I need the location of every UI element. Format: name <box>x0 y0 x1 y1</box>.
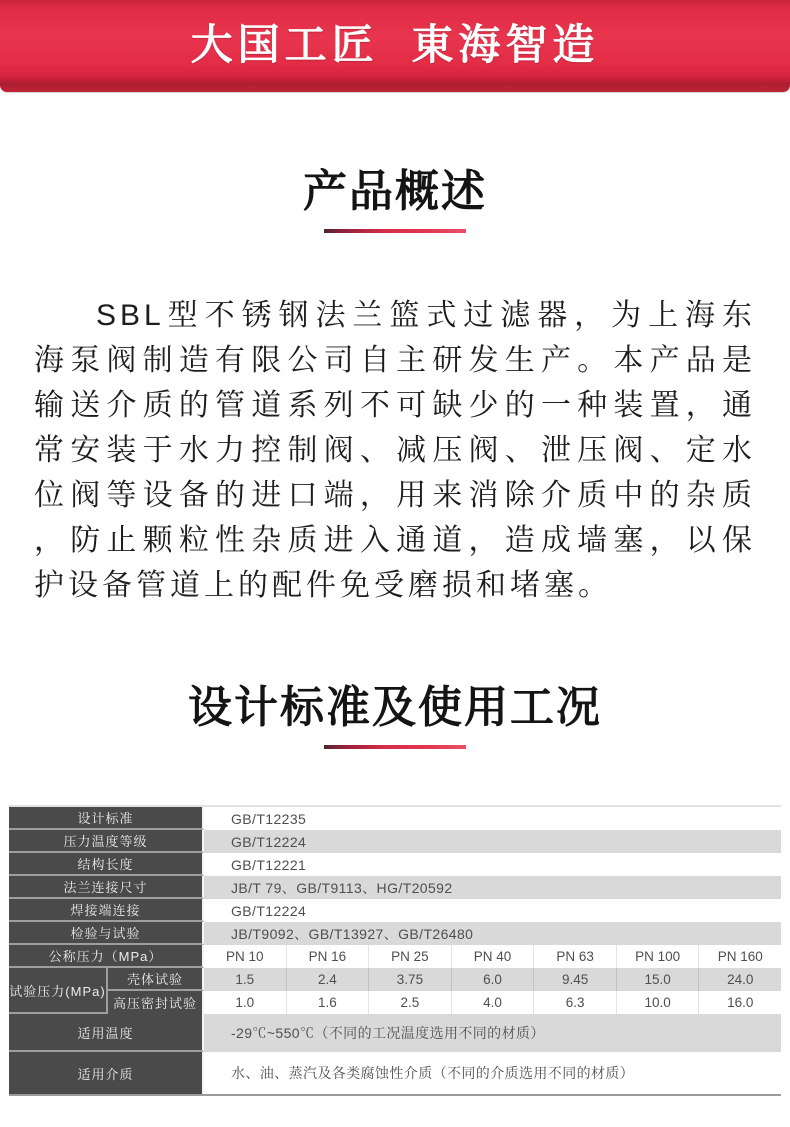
pn-header-cell: PN 16 <box>286 945 369 968</box>
value-cell: 1.6 <box>286 991 369 1014</box>
banner-title: 大国工匠 東海智造 <box>190 21 600 68</box>
row-sublabel: 壳体试验 <box>106 968 204 991</box>
pn-header-cell: PN 40 <box>451 945 534 968</box>
row-label: 设计标准 <box>9 807 204 830</box>
table-row-design-standard <box>9 807 781 830</box>
row-label: 法兰连接尺寸 <box>9 876 204 899</box>
row-sublabel: 高压密封试验 <box>106 991 204 1014</box>
value-cell: 1.5 <box>235 972 255 987</box>
seal-test-values <box>204 991 781 1014</box>
spec-table <box>9 805 781 1096</box>
row-label: 结构长度 <box>9 853 204 876</box>
table-row-structure-length <box>9 853 781 876</box>
value-cell: 10.0 <box>616 991 699 1014</box>
row-value: GB/T12224 <box>231 902 307 919</box>
table-row-shell-test <box>106 968 781 991</box>
table-row-nominal-pressure <box>9 945 781 968</box>
specs-heading: 设计标准及使用工况 <box>188 683 602 732</box>
row-value: -29℃~550℃（不同的工况温度选用不同的材质） <box>231 1025 545 1041</box>
overview-heading: 产品概述 <box>303 167 487 216</box>
row-value: GB/T12235 <box>231 810 307 827</box>
value-cell: 24.0 <box>698 968 781 991</box>
paragraph-line: 护设备管道上的配件免受磨损和堵塞。 <box>34 569 612 602</box>
paragraph-line: ，防止颗粒性杂质进入通道，造成墙塞，以保 <box>34 524 756 557</box>
table-row-applicable-temperature <box>9 1014 781 1052</box>
table-row-pressure-temp-rating <box>9 830 781 853</box>
row-label: 适用介质 <box>9 1052 204 1094</box>
pn-header-cell: PN 10 <box>226 949 264 964</box>
table-row-applicable-media <box>9 1052 781 1094</box>
value-cell: 3.75 <box>368 968 451 991</box>
pn-header-cell: PN 100 <box>616 945 699 968</box>
row-value: 水、油、蒸汽及各类腐蚀性介质（不同的介质选用不同的材质） <box>231 1065 635 1081</box>
paragraph-line: SBL型不锈钢法兰篮式过滤器，为上海东 <box>96 299 756 332</box>
row-value: GB/T12221 <box>231 856 307 873</box>
shell-test-values <box>204 968 781 991</box>
value-cell: 16.0 <box>698 991 781 1014</box>
row-value: JB/T9092、GB/T13927、GB/T26480 <box>231 925 474 942</box>
table-row-inspection-test <box>9 922 781 945</box>
pn-header-cell: PN 63 <box>533 945 616 968</box>
pn-header-cell: PN 160 <box>698 945 781 968</box>
overview-paragraph <box>34 293 756 608</box>
pn-header-grid <box>204 945 781 968</box>
row-label: 适用温度 <box>9 1014 204 1052</box>
value-cell: 2.5 <box>368 991 451 1014</box>
value-cell: 4.0 <box>451 991 534 1014</box>
paragraph-line: 海泵阀制造有限公司自主研发生产。本产品是 <box>34 344 756 377</box>
table-row-weld-end-connection <box>9 899 781 922</box>
value-cell: 2.4 <box>286 968 369 991</box>
value-cell: 6.0 <box>451 968 534 991</box>
pn-header-cell: PN 25 <box>368 945 451 968</box>
value-cell: 6.3 <box>533 991 616 1014</box>
row-label: 压力温度等级 <box>9 830 204 853</box>
table-row-test-pressure <box>9 968 781 1014</box>
paragraph-line: 常安装于水力控制阀、减压阀、泄压阀、定水 <box>34 434 756 467</box>
table-row-flange-dimensions <box>9 876 781 899</box>
row-value: GB/T12224 <box>231 833 307 850</box>
paragraph-line: 位阀等设备的进口端，用来消除介质中的杂质 <box>34 479 756 512</box>
row-label: 公称压力（MPa） <box>9 945 204 968</box>
overview-heading-underline <box>324 229 466 233</box>
paragraph-line: 输送介质的管道系列不可缺少的一种装置，通 <box>34 389 756 422</box>
value-cell: 15.0 <box>616 968 699 991</box>
row-label: 试验压力(MPa) <box>9 968 106 1014</box>
table-row-hp-seal-test <box>106 991 781 1014</box>
banner <box>0 0 790 92</box>
row-value: JB/T 79、GB/T9113、HG/T20592 <box>231 879 453 896</box>
value-cell: 1.0 <box>235 995 255 1010</box>
value-cell: 9.45 <box>533 968 616 991</box>
overview-section <box>0 166 790 608</box>
row-label: 检验与试验 <box>9 922 204 945</box>
specs-heading-underline <box>324 745 466 749</box>
specs-section <box>0 682 790 1096</box>
row-label: 焊接端连接 <box>9 899 204 922</box>
